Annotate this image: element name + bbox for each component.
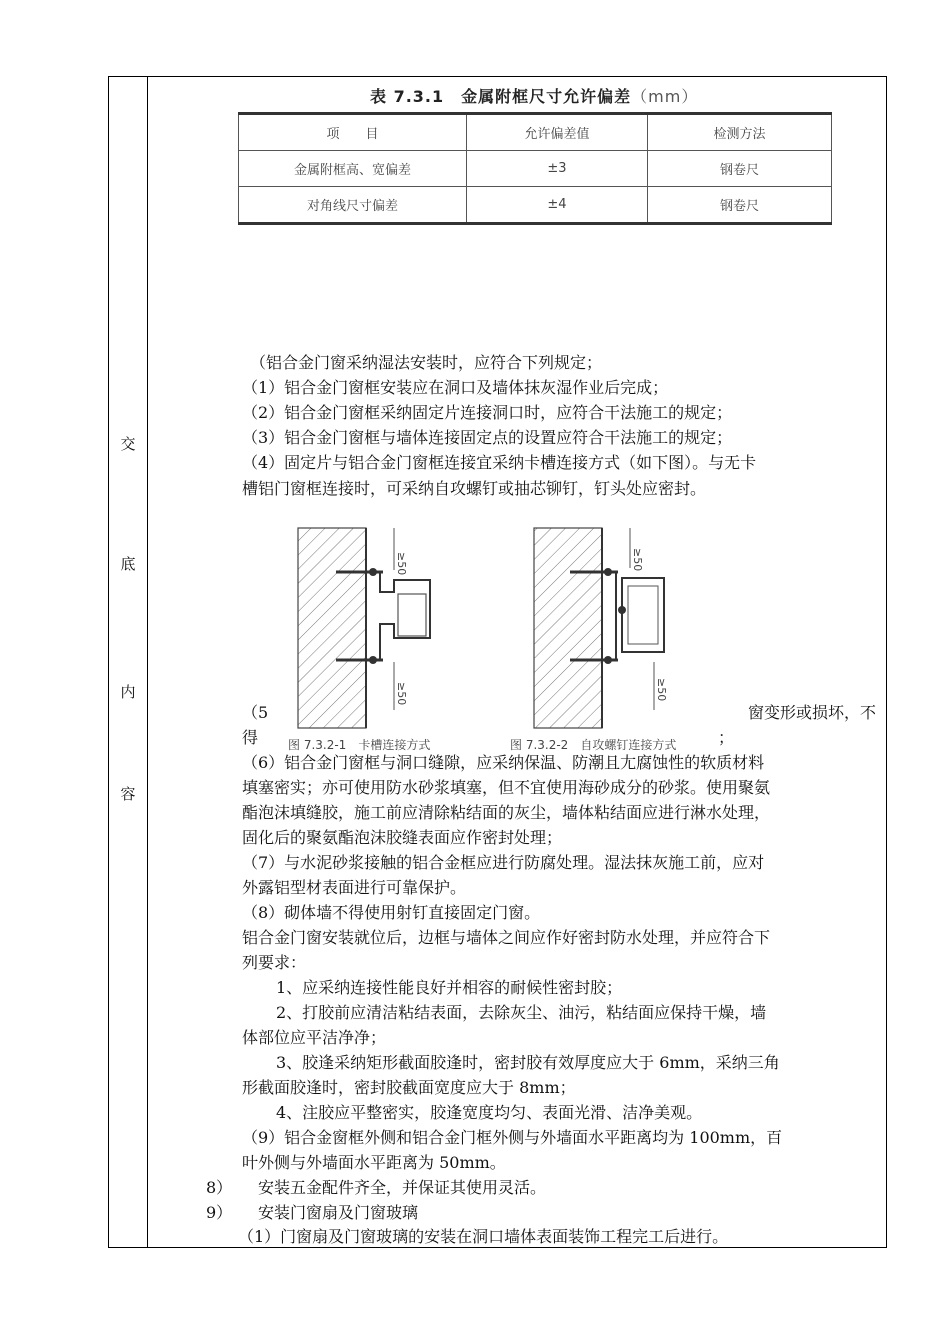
requirement-item: 2、打胶前应清洁粘结表面，去除灰尘、油污，粘结面应保持干燥，墙 [276, 1003, 767, 1022]
table-cell: 钢卷尺 [648, 151, 832, 187]
requirement-item: 4、注胶应平整密实，胶逢宽度均匀、表面光滑、洁净美观。 [276, 1103, 703, 1122]
paragraph-fragment: 得 [242, 728, 259, 747]
dim-label: ≥50 [655, 678, 668, 702]
dim-label: ≥50 [395, 682, 408, 706]
table-title-text: 表 7.3.1 金属附框尺寸允许偏差 [370, 87, 632, 106]
dim-label: ≥50 [631, 548, 644, 572]
connection-figure [258, 510, 726, 742]
deviation-table [238, 112, 832, 225]
table-title [370, 84, 698, 107]
table-cell: 钢卷尺 [648, 187, 832, 224]
list-number: 9） [206, 1203, 233, 1222]
table-cell: 金属附框高、宽偏差 [239, 151, 467, 187]
list-number: 8） [206, 1178, 233, 1197]
side-label-column [109, 77, 148, 1247]
paragraph: 填塞密实；亦可使用防水砂浆填塞，但不宜使用海砂成分的砂浆。使用聚氨 [242, 778, 771, 797]
dim-label: ≥50 [395, 552, 408, 576]
paragraph: （1）铝合金门窗框安装应在洞口及墙体抹灰湿作业后完成； [242, 378, 669, 397]
paragraph: 槽铝门窗框连接时，可采纳自攻螺钉或抽芯铆钉，钉头处应密封。 [242, 479, 707, 498]
paragraph: （铝合金门窗采纳湿法安装时，应符合下列规定； [250, 353, 603, 372]
table-header-row [239, 114, 832, 151]
paragraph: 固化后的聚氨酯泡沫胶缝表面应作密封处理； [242, 828, 563, 847]
figure-caption-left: 图 7.3.2-1 卡槽连接方式 [288, 738, 431, 752]
table-header: 检测方法 [648, 114, 832, 151]
requirement-item: 体部位应平洁净净； [242, 1028, 387, 1047]
paragraph: 外露铝型材表面进行可靠保护。 [242, 878, 467, 897]
requirement-item: 形截面胶逢时，密封胶截面宽度应大于 8mm； [242, 1078, 576, 1097]
table-header: 允许偏差值 [467, 114, 648, 151]
list-item: 安装五金配件齐全，并保证其使用灵活。 [258, 1178, 547, 1197]
paragraph: （4）固定片与铝合金门窗框连接宜采纳卡槽连接方式（如下图）。与无卡 [242, 453, 757, 472]
requirement-item: 1、应采纳连接性能良好并相容的耐候性密封胶； [276, 978, 623, 997]
paragraph: （2）铝合金门窗框采纳固定片连接洞口时，应符合干法施工的规定； [242, 403, 733, 422]
table-header: 项 目 [239, 114, 467, 151]
side-label-char: 容 [120, 785, 136, 803]
paragraph: （3）铝合金门窗框与墙体连接固定点的设置应符合干法施工的规定； [242, 428, 733, 447]
requirement-item: 3、胶逢采纳矩形截面胶逢时，密封胶有效厚度应大于 6mm，采纳三角 [276, 1053, 780, 1072]
table-row [239, 151, 832, 187]
paragraph-fragment: （5 [242, 703, 269, 722]
paragraph-fragment: 窗变形或损坏，不 [748, 703, 877, 722]
paragraph: （9）铝合金窗框外侧和铝合金门框外侧与外墙面水平距离均为 100mm，百 [242, 1128, 783, 1147]
paragraph: 列要求： [242, 953, 307, 972]
side-label-char: 底 [120, 555, 136, 573]
side-label-char: 内 [120, 683, 136, 701]
table-row [239, 187, 832, 224]
paragraph: 叶外侧与外墙面水平距离为 50mm。 [242, 1153, 506, 1172]
paragraph: （8）砌体墙不得使用射钉直接固定门窗。 [242, 903, 541, 922]
list-item: 安装门窗扇及门窗玻璃 [258, 1203, 419, 1222]
paragraph: （7）与水泥砂浆接触的铝合金框应进行防腐处理。湿法抹灰施工前，应对 [242, 853, 765, 872]
paragraph: 酯泡沫填缝胶，施工前应清除粘结面的灰尘，墙体粘结面应进行淋水处理， [242, 803, 771, 822]
table-cell: ±4 [467, 187, 648, 224]
table-cell: ±3 [467, 151, 648, 187]
figure-caption-right: 图 7.3.2-2 自攻螺钉连接方式 [510, 738, 677, 752]
paragraph: 铝合金门窗安装就位后，边框与墙体之间应作好密封防水处理，并应符合下 [242, 928, 771, 947]
connection-diagram [258, 510, 726, 742]
table-unit: （mm） [631, 87, 699, 106]
table-cell: 对角线尺寸偏差 [239, 187, 467, 224]
side-label-char: 交 [120, 435, 136, 453]
paragraph: （6）铝合金门窗框与洞口缝隙，应采纳保温、防潮且尢腐蚀性的软质材料 [242, 753, 765, 772]
paragraph: （1）门窗扇及门窗玻璃的安装在洞口墙体表面装饰工程完工后进行。 [238, 1227, 729, 1246]
paragraph-fragment: ； [718, 728, 735, 747]
